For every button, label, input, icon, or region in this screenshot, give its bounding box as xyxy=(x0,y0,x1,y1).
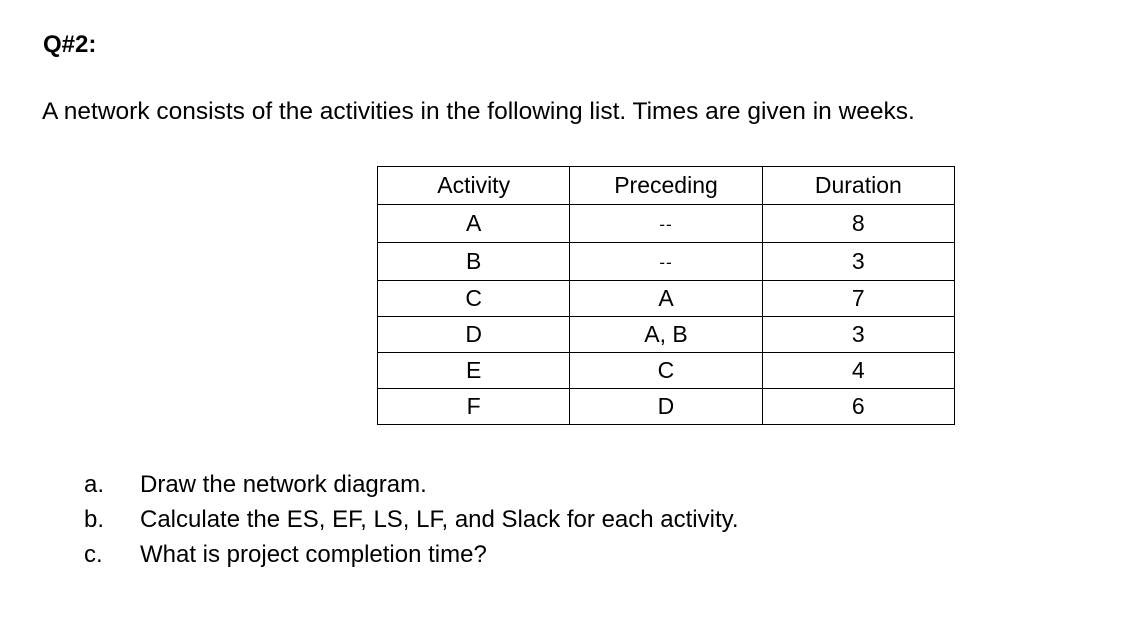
table-row xyxy=(378,317,955,353)
activity-cell: B xyxy=(378,243,570,281)
activity-cell: A xyxy=(378,205,570,243)
activity-table xyxy=(377,166,955,425)
preceding-cell xyxy=(570,243,762,281)
duration-cell: 8 xyxy=(762,205,954,243)
question-list xyxy=(84,467,739,572)
preceding-cell xyxy=(570,205,762,243)
activity-cell: E xyxy=(378,353,570,389)
preceding-value: -- xyxy=(659,215,673,234)
question-item xyxy=(84,537,739,572)
table-row xyxy=(378,243,955,281)
question-marker: c. xyxy=(84,541,103,568)
table-row xyxy=(378,389,955,425)
question-item xyxy=(84,467,739,502)
table-row xyxy=(378,205,955,243)
activity-cell: D xyxy=(378,317,570,353)
question-marker: a. xyxy=(84,471,105,498)
duration-cell: 4 xyxy=(762,353,954,389)
question-text: Calculate the ES, EF, LS, LF, and Slack for each activity. xyxy=(140,506,739,533)
activity-cell: C xyxy=(378,281,570,317)
duration-cell: 7 xyxy=(762,281,954,317)
question-item xyxy=(84,502,739,537)
duration-cell: 6 xyxy=(762,389,954,425)
preceding-cell: A, B xyxy=(570,317,762,353)
table-header-row xyxy=(378,167,955,205)
column-header-duration: Duration xyxy=(762,167,954,205)
problem-intro-text: A network consists of the activities in the following list. Times are given in weeks. xyxy=(42,98,915,125)
question-text: What is project completion time? xyxy=(140,541,487,568)
preceding-cell: D xyxy=(570,389,762,425)
table-row xyxy=(378,281,955,317)
table-row xyxy=(378,353,955,389)
column-header-activity: Activity xyxy=(378,167,570,205)
question-heading: Q#2: xyxy=(43,31,97,58)
column-header-preceding: Preceding xyxy=(570,167,762,205)
question-text: Draw the network diagram. xyxy=(140,471,427,498)
preceding-value: -- xyxy=(659,253,673,272)
preceding-cell: A xyxy=(570,281,762,317)
duration-cell: 3 xyxy=(762,317,954,353)
duration-cell: 3 xyxy=(762,243,954,281)
activity-cell: F xyxy=(378,389,570,425)
preceding-cell: C xyxy=(570,353,762,389)
question-marker: b. xyxy=(84,506,105,533)
